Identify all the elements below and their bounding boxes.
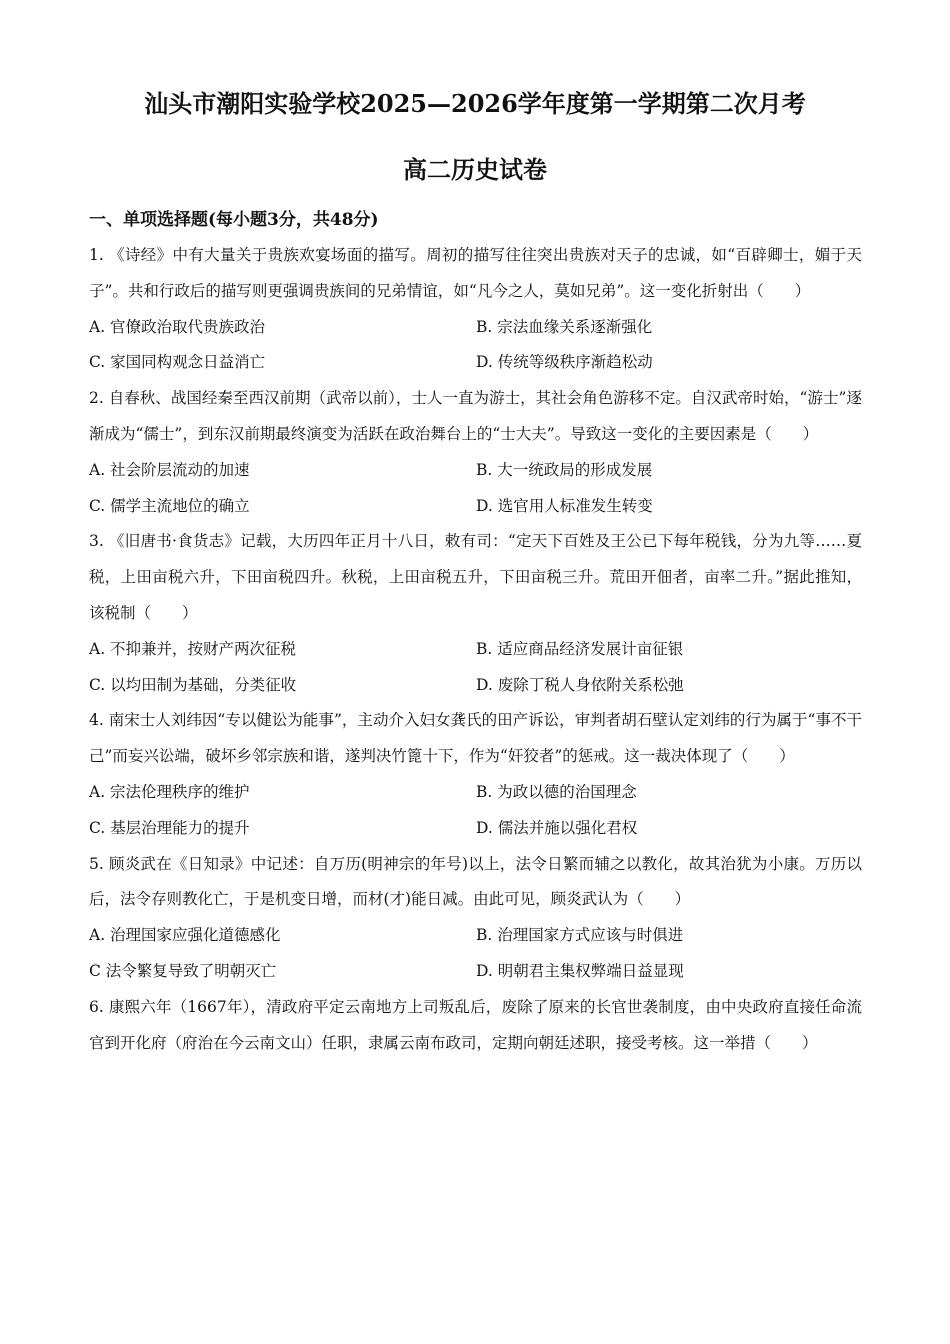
option-a: A. 宗法伦理秩序的维护 bbox=[89, 782, 250, 801]
option-b: B. 宗法血缘关系逐渐强化 bbox=[476, 317, 653, 336]
question-1 bbox=[89, 238, 862, 381]
option-list bbox=[89, 310, 862, 382]
question-stem: 4. 南宋士人刘纬因“专以健讼为能事”，主动介入妇女龚氏的田产诉讼，审判者胡石壁认定刘纬的行为属于“事不干己”而妄兴讼端，破坏乡邻宗族和谐，遂判决竹篦十下，作为“奸狡者”的惩戒。这一裁决体现了（ ） bbox=[89, 711, 862, 766]
option-a: A. 治理国家应强化道德感化 bbox=[89, 926, 281, 945]
option-c: C. 儒学主流地位的确立 bbox=[89, 496, 250, 515]
option-d: D. 明朝君主集权弊端日益显现 bbox=[476, 961, 684, 980]
question-5 bbox=[89, 847, 862, 990]
option-d: D. 选官用人标准发生转变 bbox=[476, 496, 653, 515]
question-2 bbox=[89, 381, 862, 524]
option-a: A. 社会阶层流动的加速 bbox=[89, 460, 250, 479]
question-6 bbox=[89, 990, 862, 1062]
option-c: C. 以均田制为基础，分类征收 bbox=[89, 675, 297, 694]
option-list bbox=[89, 775, 862, 847]
exam-subtitle: 高二历史试卷 bbox=[403, 155, 547, 184]
option-c: C. 家国同构观念日益消亡 bbox=[89, 353, 266, 372]
option-d: D. 儒法并施以强化君权 bbox=[476, 818, 638, 837]
question-stem: 2. 自春秋、战国经秦至西汉前期（武帝以前），士人一直为游士，其社会角色游移不定。自汉武帝时始，“游士”逐渐成为“儒士”，到东汉前期最终演变为活跃在政治舞台上的“士大夫”。导致这一变化的主要因素是（ ） bbox=[89, 389, 862, 443]
option-list bbox=[89, 632, 862, 704]
option-d: D. 传统等级秩序渐趋松动 bbox=[476, 353, 653, 372]
option-c: C 法令繁复导致了明朝灭亡 bbox=[89, 961, 277, 980]
question-stem: 1. 《诗经》中有大量关于贵族欢宴场面的描写。周初的描写往往突出贵族对天子的忠诚，如“百辟卿士，媚于天子”。共和行政后的描写则更强调贵族间的兄弟情谊，如“凡今之人，莫如兄弟”。这一变化折射出（ ） bbox=[89, 246, 862, 300]
option-a: A. 官僚政治取代贵族政治 bbox=[89, 317, 266, 336]
question-stem: 6. 康熙六年（1667年），清政府平定云南地方上司叛乱后，废除了原来的长官世袭制度，由中央政府直接任命流官到开化府（府治在今云南文山）任职，隶属云南布政司，定期向朝廷述职，接受考核。这一举措（ ） bbox=[89, 997, 862, 1052]
question-3 bbox=[89, 524, 862, 703]
option-b: B. 治理国家方式应该与时俱进 bbox=[476, 926, 684, 945]
question-stem: 3. 《旧唐书·食货志》记载，大历四年正月十八日，敕有司：“定天下百姓及王公已下每年税钱，分为九等……夏税，上田亩税六升，下田亩税四升。秋税，上田亩税五升，下田亩税三升。荒田开佃者，亩率二升。”据此推知，该税制（ ） bbox=[89, 532, 862, 622]
section-heading: 一、单项选择题(每小题3分，共48分) bbox=[89, 210, 379, 230]
option-b: B. 大一统政局的形成发展 bbox=[476, 460, 653, 479]
question-stem: 5. 顾炎武在《日知录》中记述：自万历(明神宗的年号)以上，法令日繁而辅之以教化，故其治犹为小康。万历以后，法令存则教化亡，于是机变日增，而材(才)能日减。由此可见，顾炎武认为（ ） bbox=[89, 854, 862, 909]
question-list bbox=[89, 238, 862, 1061]
option-list bbox=[89, 453, 862, 525]
option-d: D. 废除丁税人身依附关系松弛 bbox=[476, 675, 684, 694]
exam-title: 汕头市潮阳实验学校2025—2026学年度第一学期第二次月考 bbox=[144, 89, 806, 118]
option-b: B. 适应商品经济发展计亩征银 bbox=[476, 639, 684, 658]
option-a: A. 不抑兼并，按财产两次征税 bbox=[89, 639, 297, 658]
option-b: B. 为政以德的治国理念 bbox=[476, 782, 637, 801]
option-list bbox=[89, 918, 862, 990]
question-4 bbox=[89, 703, 862, 846]
option-c: C. 基层治理能力的提升 bbox=[89, 818, 250, 837]
